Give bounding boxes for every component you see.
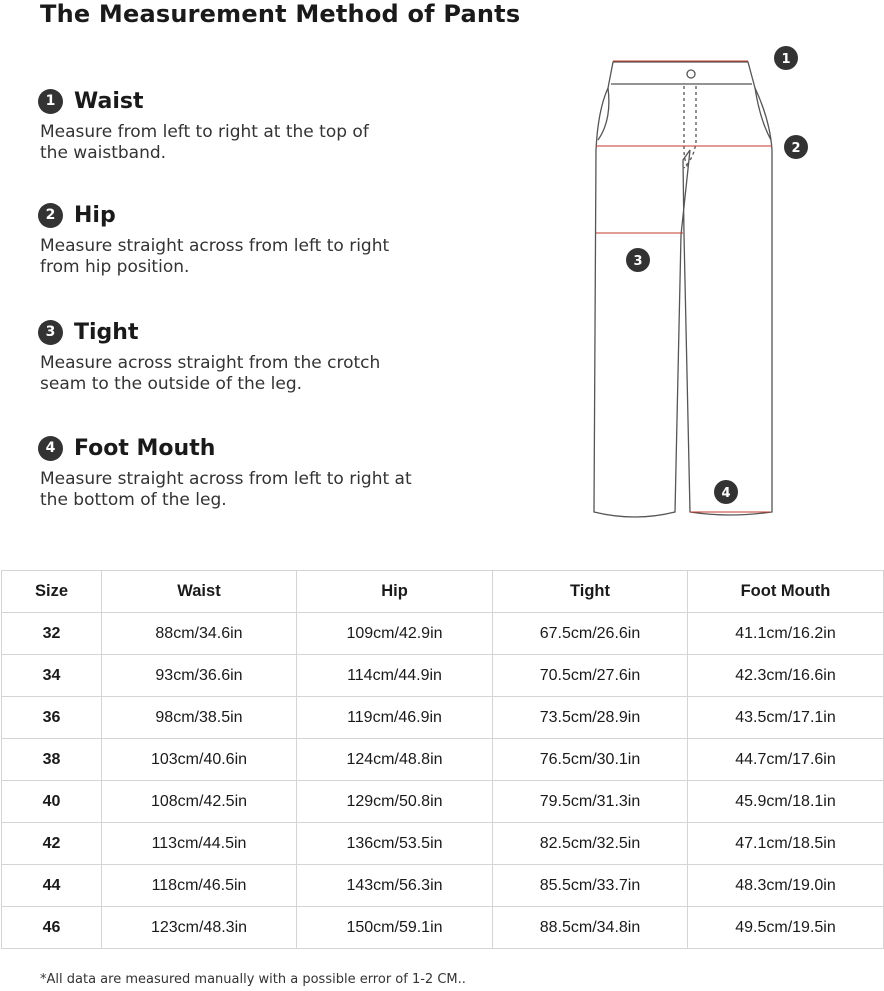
foot-mouth-cell: 41.1cm/16.2in [688, 613, 884, 655]
section-title: Tight [74, 319, 139, 345]
marker-2-label: 2 [791, 141, 801, 156]
table-row [2, 781, 884, 823]
section-foot-mouth [38, 433, 498, 511]
waist-cell: 98cm/38.5in [102, 697, 297, 739]
section-waist [38, 86, 498, 164]
size-cell: 44 [2, 865, 102, 907]
tight-cell: 85.5cm/33.7in [493, 865, 688, 907]
size-cell: 40 [2, 781, 102, 823]
foot-mouth-cell: 49.5cm/19.5in [688, 907, 884, 949]
size-cell: 34 [2, 655, 102, 697]
foot-mouth-cell: 43.5cm/17.1in [688, 697, 884, 739]
tight-cell: 76.5cm/30.1in [493, 739, 688, 781]
size-cell: 36 [2, 697, 102, 739]
table-row [2, 697, 884, 739]
size-cell: 46 [2, 907, 102, 949]
tight-cell: 88.5cm/34.8in [493, 907, 688, 949]
table-row [2, 907, 884, 949]
table-row [2, 655, 884, 697]
button-icon [687, 70, 695, 78]
hip-cell: 114cm/44.9in [297, 655, 493, 697]
section-title: Waist [74, 88, 144, 114]
marker-1-label: 1 [781, 52, 791, 67]
marker-3-label: 3 [633, 254, 643, 269]
hip-cell: 136cm/53.5in [297, 823, 493, 865]
number-badge: 4 [38, 436, 63, 461]
waist-cell: 108cm/42.5in [102, 781, 297, 823]
pocket-right [755, 88, 771, 140]
size-cell: 32 [2, 613, 102, 655]
tight-cell: 82.5cm/32.5in [493, 823, 688, 865]
waist-cell: 123cm/48.3in [102, 907, 297, 949]
hip-cell: 143cm/56.3in [297, 865, 493, 907]
marker-4-label: 4 [721, 486, 731, 501]
foot-mouth-cell: 48.3cm/19.0in [688, 865, 884, 907]
table-row [2, 613, 884, 655]
number-badge: 2 [38, 203, 63, 228]
section-description: Measure straight across from left to right from hip position. [40, 236, 390, 277]
header-tight: Tight [493, 571, 688, 613]
size-cell: 42 [2, 823, 102, 865]
section-description: Measure across straight from the crotch seam to the outside of the leg. [40, 353, 381, 394]
waist-cell: 93cm/36.6in [102, 655, 297, 697]
header-foot-mouth: Foot Mouth [688, 571, 884, 613]
waist-cell: 118cm/46.5in [102, 865, 297, 907]
pants-diagram [560, 30, 820, 530]
tight-cell: 67.5cm/26.6in [493, 613, 688, 655]
waist-cell: 113cm/44.5in [102, 823, 297, 865]
table-row [2, 865, 884, 907]
section-description: Measure from left to right at the top of the waistband. [40, 122, 369, 163]
size-cell: 38 [2, 739, 102, 781]
number-badge: 3 [38, 320, 63, 345]
tight-cell: 70.5cm/27.6in [493, 655, 688, 697]
hip-cell: 124cm/48.8in [297, 739, 493, 781]
foot-mouth-cell: 42.3cm/16.6in [688, 655, 884, 697]
hip-cell: 129cm/50.8in [297, 781, 493, 823]
hip-cell: 150cm/59.1in [297, 907, 493, 949]
section-tight [38, 317, 498, 395]
footnote: *All data are measured manually with a possible error of 1-2 CM.. [40, 972, 466, 987]
foot-mouth-cell: 45.9cm/18.1in [688, 781, 884, 823]
table-row [2, 739, 884, 781]
header-waist: Waist [102, 571, 297, 613]
pants-outline [594, 62, 772, 517]
table-row [2, 823, 884, 865]
page-title: The Measurement Method of Pants [40, 0, 521, 28]
foot-mouth-cell: 47.1cm/18.5in [688, 823, 884, 865]
waist-cell: 103cm/40.6in [102, 739, 297, 781]
header-size: Size [2, 571, 102, 613]
section-title: Hip [74, 202, 116, 228]
hip-cell: 119cm/46.9in [297, 697, 493, 739]
tight-cell: 73.5cm/28.9in [493, 697, 688, 739]
size-chart-table [1, 570, 884, 949]
header-hip: Hip [297, 571, 493, 613]
tight-cell: 79.5cm/31.3in [493, 781, 688, 823]
waist-cell: 88cm/34.6in [102, 613, 297, 655]
number-badge: 1 [38, 89, 63, 114]
section-title: Foot Mouth [74, 435, 216, 461]
section-description: Measure straight across from left to right at the bottom of the leg. [40, 469, 412, 510]
foot-mouth-cell: 44.7cm/17.6in [688, 739, 884, 781]
table-header-row [2, 571, 884, 613]
section-hip [38, 200, 498, 278]
hip-cell: 109cm/42.9in [297, 613, 493, 655]
